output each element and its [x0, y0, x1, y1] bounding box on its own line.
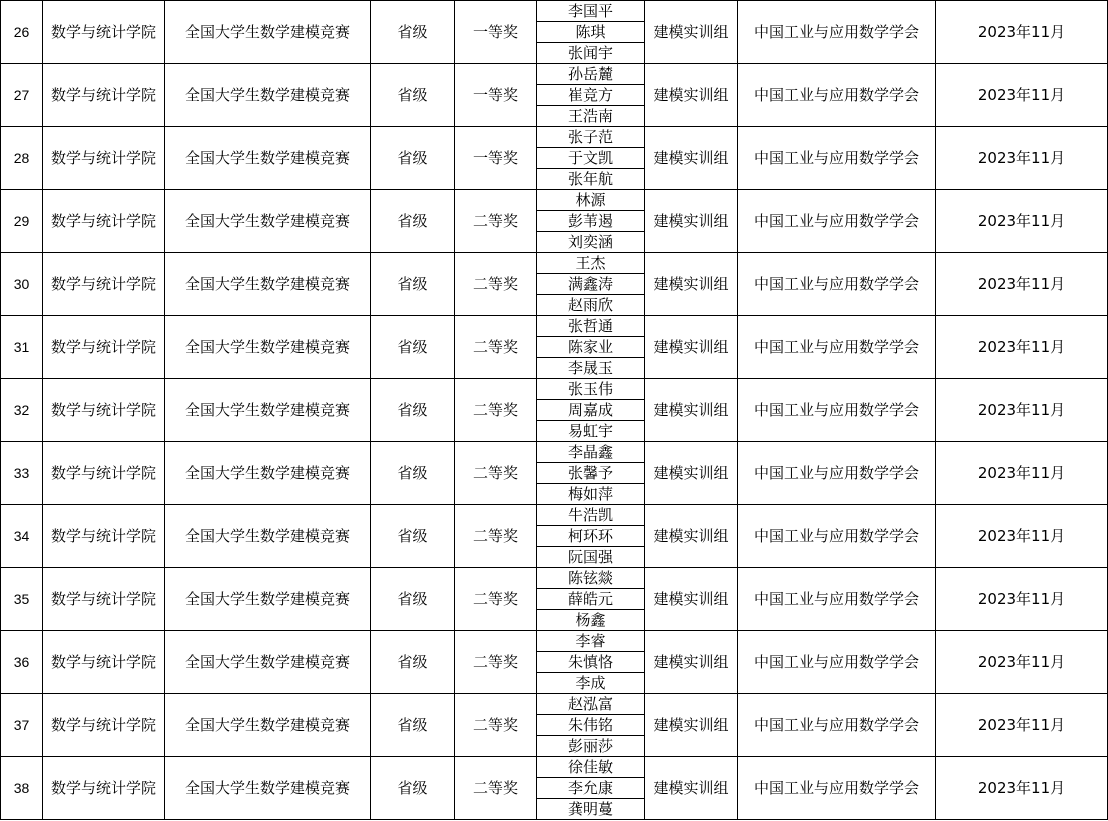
college-cell[interactable]: 数学与统计学院 [43, 190, 165, 253]
competition-cell[interactable]: 全国大学生数学建模竞赛 [165, 631, 371, 694]
award-cell[interactable]: 二等奖 [455, 757, 537, 820]
level-cell[interactable]: 省级 [371, 379, 455, 442]
member-cell[interactable]: 李晟玉 [537, 358, 645, 379]
member-cell[interactable]: 赵泓富 [537, 694, 645, 715]
seq-cell[interactable]: 31 [1, 316, 43, 379]
group-cell[interactable]: 建模实训组 [645, 694, 738, 757]
table-row [1, 694, 1108, 715]
award-cell[interactable]: 一等奖 [455, 64, 537, 127]
member-cell[interactable]: 王浩南 [537, 106, 645, 127]
group-cell[interactable]: 建模实训组 [645, 757, 738, 820]
member-cell[interactable]: 张年航 [537, 169, 645, 190]
seq-cell[interactable]: 36 [1, 631, 43, 694]
member-cell[interactable]: 林源 [537, 190, 645, 211]
level-cell[interactable]: 省级 [371, 631, 455, 694]
award-cell[interactable]: 二等奖 [455, 442, 537, 505]
level-cell[interactable]: 省级 [371, 505, 455, 568]
table-row [1, 1, 1108, 22]
level-cell[interactable]: 省级 [371, 127, 455, 190]
seq-cell[interactable]: 27 [1, 64, 43, 127]
awards-table-body [1, 1, 1108, 820]
member-cell[interactable]: 孙岳麓 [537, 64, 645, 85]
college-cell[interactable]: 数学与统计学院 [43, 505, 165, 568]
college-cell[interactable]: 数学与统计学院 [43, 379, 165, 442]
member-cell[interactable]: 朱慎恪 [537, 652, 645, 673]
award-cell[interactable]: 一等奖 [455, 127, 537, 190]
award-cell[interactable]: 二等奖 [455, 505, 537, 568]
seq-cell[interactable]: 28 [1, 127, 43, 190]
member-cell[interactable]: 彭苇遏 [537, 211, 645, 232]
member-cell[interactable]: 朱伟铭 [537, 715, 645, 736]
date-cell[interactable]: 2023年11月 [936, 379, 1108, 442]
date-cell[interactable]: 2023年11月 [936, 1, 1108, 64]
table-row [1, 442, 1108, 463]
award-cell[interactable]: 二等奖 [455, 316, 537, 379]
seq-cell[interactable]: 38 [1, 757, 43, 820]
competition-cell[interactable]: 全国大学生数学建模竞赛 [165, 379, 371, 442]
member-cell[interactable]: 陈家业 [537, 337, 645, 358]
date-cell[interactable]: 2023年11月 [936, 442, 1108, 505]
member-cell[interactable]: 杨鑫 [537, 610, 645, 631]
date-cell[interactable]: 2023年11月 [936, 505, 1108, 568]
organizer-cell[interactable]: 中国工业与应用数学学会 [738, 253, 936, 316]
member-cell[interactable]: 薛皓元 [537, 589, 645, 610]
award-cell[interactable]: 二等奖 [455, 694, 537, 757]
college-cell[interactable]: 数学与统计学院 [43, 1, 165, 64]
competition-cell[interactable]: 全国大学生数学建模竞赛 [165, 64, 371, 127]
college-cell[interactable]: 数学与统计学院 [43, 127, 165, 190]
organizer-cell[interactable]: 中国工业与应用数学学会 [738, 757, 936, 820]
date-cell[interactable]: 2023年11月 [936, 694, 1108, 757]
date-cell[interactable]: 2023年11月 [936, 316, 1108, 379]
table-row [1, 568, 1108, 589]
table-row [1, 379, 1108, 400]
group-cell[interactable]: 建模实训组 [645, 253, 738, 316]
competition-cell[interactable]: 全国大学生数学建模竞赛 [165, 127, 371, 190]
competition-cell[interactable]: 全国大学生数学建模竞赛 [165, 316, 371, 379]
date-cell[interactable]: 2023年11月 [936, 190, 1108, 253]
competition-cell[interactable]: 全国大学生数学建模竞赛 [165, 442, 371, 505]
level-cell[interactable]: 省级 [371, 757, 455, 820]
seq-cell[interactable]: 26 [1, 1, 43, 64]
level-cell[interactable]: 省级 [371, 190, 455, 253]
member-cell[interactable]: 于文凯 [537, 148, 645, 169]
member-cell[interactable]: 李晶鑫 [537, 442, 645, 463]
group-cell[interactable]: 建模实训组 [645, 442, 738, 505]
seq-cell[interactable]: 37 [1, 694, 43, 757]
member-cell[interactable]: 张哲通 [537, 316, 645, 337]
college-cell[interactable]: 数学与统计学院 [43, 631, 165, 694]
organizer-cell[interactable]: 中国工业与应用数学学会 [738, 694, 936, 757]
member-cell[interactable]: 李睿 [537, 631, 645, 652]
member-cell[interactable]: 李成 [537, 673, 645, 694]
member-cell[interactable]: 李国平 [537, 1, 645, 22]
member-cell[interactable]: 刘奕涵 [537, 232, 645, 253]
competition-cell[interactable]: 全国大学生数学建模竞赛 [165, 253, 371, 316]
level-cell[interactable]: 省级 [371, 568, 455, 631]
organizer-cell[interactable]: 中国工业与应用数学学会 [738, 1, 936, 64]
organizer-cell[interactable]: 中国工业与应用数学学会 [738, 631, 936, 694]
member-cell[interactable]: 赵雨欣 [537, 295, 645, 316]
level-cell[interactable]: 省级 [371, 316, 455, 379]
group-cell[interactable]: 建模实训组 [645, 379, 738, 442]
member-cell[interactable]: 易虹宇 [537, 421, 645, 442]
seq-cell[interactable]: 35 [1, 568, 43, 631]
college-cell[interactable]: 数学与统计学院 [43, 757, 165, 820]
table-row [1, 757, 1108, 778]
date-cell[interactable]: 2023年11月 [936, 757, 1108, 820]
level-cell[interactable]: 省级 [371, 442, 455, 505]
college-cell[interactable]: 数学与统计学院 [43, 316, 165, 379]
seq-cell[interactable]: 29 [1, 190, 43, 253]
competition-cell[interactable]: 全国大学生数学建模竞赛 [165, 694, 371, 757]
organizer-cell[interactable]: 中国工业与应用数学学会 [738, 505, 936, 568]
award-cell[interactable]: 二等奖 [455, 379, 537, 442]
member-cell[interactable]: 牛浩凯 [537, 505, 645, 526]
college-cell[interactable]: 数学与统计学院 [43, 694, 165, 757]
group-cell[interactable]: 建模实训组 [645, 1, 738, 64]
member-cell[interactable]: 崔竞方 [537, 85, 645, 106]
organizer-cell[interactable]: 中国工业与应用数学学会 [738, 379, 936, 442]
table-row [1, 64, 1108, 85]
group-cell[interactable]: 建模实训组 [645, 127, 738, 190]
member-cell[interactable]: 张玉伟 [537, 379, 645, 400]
member-cell[interactable]: 梅如萍 [537, 484, 645, 505]
date-cell[interactable]: 2023年11月 [936, 631, 1108, 694]
member-cell[interactable]: 徐佳敏 [537, 757, 645, 778]
college-cell[interactable]: 数学与统计学院 [43, 568, 165, 631]
competition-cell[interactable]: 全国大学生数学建模竞赛 [165, 757, 371, 820]
member-cell[interactable]: 李允康 [537, 778, 645, 799]
member-cell[interactable]: 王杰 [537, 253, 645, 274]
group-cell[interactable]: 建模实训组 [645, 316, 738, 379]
seq-cell[interactable]: 34 [1, 505, 43, 568]
competition-cell[interactable]: 全国大学生数学建模竞赛 [165, 505, 371, 568]
competition-cell[interactable]: 全国大学生数学建模竞赛 [165, 190, 371, 253]
group-cell[interactable]: 建模实训组 [645, 568, 738, 631]
organizer-cell[interactable]: 中国工业与应用数学学会 [738, 190, 936, 253]
award-cell[interactable]: 二等奖 [455, 190, 537, 253]
table-row [1, 190, 1108, 211]
member-cell[interactable]: 陈琪 [537, 22, 645, 43]
award-cell[interactable]: 二等奖 [455, 631, 537, 694]
level-cell[interactable]: 省级 [371, 1, 455, 64]
table-row [1, 316, 1108, 337]
group-cell[interactable]: 建模实训组 [645, 190, 738, 253]
organizer-cell[interactable]: 中国工业与应用数学学会 [738, 568, 936, 631]
organizer-cell[interactable]: 中国工业与应用数学学会 [738, 316, 936, 379]
date-cell[interactable]: 2023年11月 [936, 568, 1108, 631]
member-cell[interactable]: 张馨予 [537, 463, 645, 484]
member-cell[interactable]: 张子范 [537, 127, 645, 148]
table-row [1, 253, 1108, 274]
college-cell[interactable]: 数学与统计学院 [43, 442, 165, 505]
group-cell[interactable]: 建模实训组 [645, 64, 738, 127]
member-cell[interactable]: 周嘉成 [537, 400, 645, 421]
competition-cell[interactable]: 全国大学生数学建模竞赛 [165, 568, 371, 631]
group-cell[interactable]: 建模实训组 [645, 505, 738, 568]
date-cell[interactable]: 2023年11月 [936, 253, 1108, 316]
seq-cell[interactable]: 33 [1, 442, 43, 505]
member-cell[interactable]: 满鑫涛 [537, 274, 645, 295]
organizer-cell[interactable]: 中国工业与应用数学学会 [738, 442, 936, 505]
level-cell[interactable]: 省级 [371, 694, 455, 757]
table-row [1, 127, 1108, 148]
group-cell[interactable]: 建模实训组 [645, 631, 738, 694]
member-cell[interactable]: 阮国强 [537, 547, 645, 568]
table-row [1, 631, 1108, 652]
competition-cell[interactable]: 全国大学生数学建模竞赛 [165, 1, 371, 64]
organizer-cell[interactable]: 中国工业与应用数学学会 [738, 127, 936, 190]
member-cell[interactable]: 柯环环 [537, 526, 645, 547]
member-cell[interactable]: 彭丽莎 [537, 736, 645, 757]
level-cell[interactable]: 省级 [371, 253, 455, 316]
member-cell[interactable]: 龚明蔓 [537, 799, 645, 820]
award-cell[interactable]: 二等奖 [455, 568, 537, 631]
award-cell[interactable]: 二等奖 [455, 253, 537, 316]
award-cell[interactable]: 一等奖 [455, 1, 537, 64]
member-cell[interactable]: 张闻宇 [537, 43, 645, 64]
college-cell[interactable]: 数学与统计学院 [43, 64, 165, 127]
member-cell[interactable]: 陈铉燚 [537, 568, 645, 589]
organizer-cell[interactable]: 中国工业与应用数学学会 [738, 64, 936, 127]
level-cell[interactable]: 省级 [371, 64, 455, 127]
table-row [1, 505, 1108, 526]
seq-cell[interactable]: 32 [1, 379, 43, 442]
college-cell[interactable]: 数学与统计学院 [43, 253, 165, 316]
date-cell[interactable]: 2023年11月 [936, 64, 1108, 127]
seq-cell[interactable]: 30 [1, 253, 43, 316]
date-cell[interactable]: 2023年11月 [936, 127, 1108, 190]
